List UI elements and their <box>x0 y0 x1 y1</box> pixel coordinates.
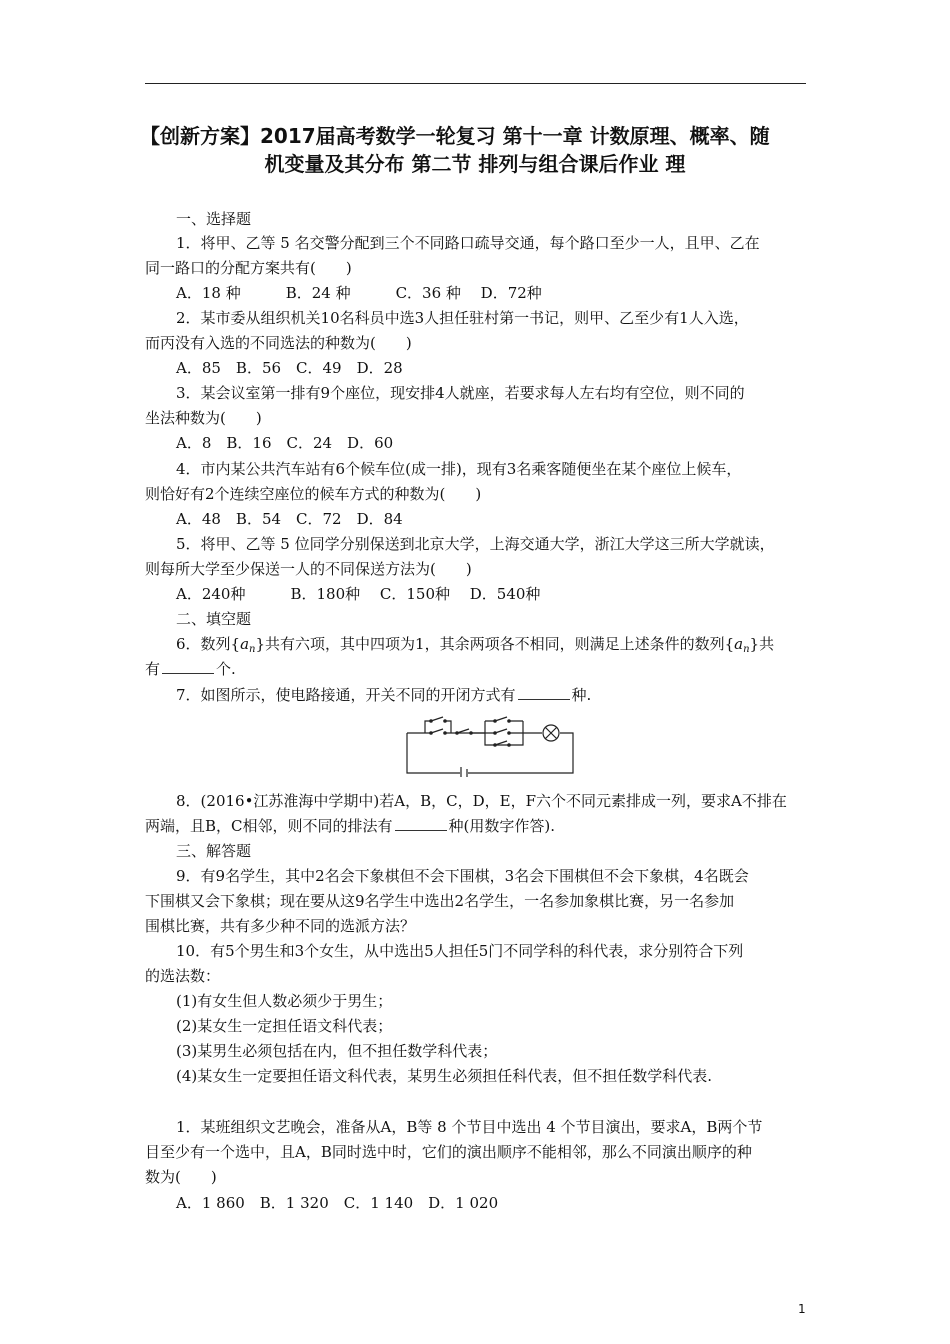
q1-line1: 1．将甲、乙等 5 名交警分配到三个不同路口疏导交通，每个路口至少一人，且甲、乙在 <box>176 234 760 252</box>
q6-sub-n-2: n <box>743 644 750 655</box>
q7-blank <box>518 684 570 700</box>
q1-line2: 同一路口的分配方案共有( ) <box>145 259 352 277</box>
title-line-2: 机变量及其分布 第二节 排列与组合课后作业 理 <box>264 152 686 176</box>
q7-text-b: 种. <box>571 686 592 704</box>
q6-text-b: }共有六项，其中四项为1，其余两项各不相同，则满足上述条件的数列{ <box>255 635 735 653</box>
switch-b1-bottom <box>431 729 443 733</box>
q3-options: A．8 B．16 C．24 D．60 <box>176 434 394 452</box>
circuit-diagram <box>405 711 577 777</box>
q10-part4: (4)某女生一定要担任语文科代表，某男生必须担任科代表，但不担任数学科代表. <box>176 1067 713 1085</box>
switch-b2-top <box>495 717 507 721</box>
q10-part1: (1)有女生但人数必须少于男生； <box>176 992 393 1010</box>
circuit-wire-loop <box>407 733 573 773</box>
q6-var-a: a <box>240 635 250 653</box>
q4-line1: 4．市内某公共汽车站有6个候车位(成一排)，现有3名乘客随便坐在某个座位上候车， <box>176 460 742 478</box>
q10-part3: (3)某男生必须包括在内，但不担任数学科代表； <box>176 1042 498 1060</box>
q6-blank <box>162 658 214 674</box>
q8-blank <box>395 815 447 831</box>
q6-sub-n: n <box>249 644 256 655</box>
header-rule <box>145 83 806 84</box>
q2-line2: 而丙没有入选的不同选法的种数为( ) <box>145 334 412 352</box>
section-choice: 一、选择题 <box>176 210 252 228</box>
q4-line2: 则恰好有2个连续空座位的候车方式的种数为( ) <box>145 485 482 503</box>
switch-b1-top <box>431 717 443 721</box>
q1-options: A．18 种 B．24 种 C．36 种 D．72种 <box>176 284 542 302</box>
q8-line1: 8．(2016•江苏淮海中学期中)若A，B，C，D，E，F六个不同元素排成一列，要求A不排在 <box>176 792 787 810</box>
q7-text-a: 7．如图所示，使电路接通，开关不同的开闭方式有 <box>176 686 516 704</box>
q9-line3: 围棋比赛，共有多少种不同的选派方法？ <box>145 917 416 935</box>
q9-line2: 下围棋又会下象棋；现在要从这9名学生中选出2名学生，一名参加象棋比赛，另一名参加 <box>145 892 735 910</box>
lamp-cross <box>546 728 557 739</box>
q2-options: A．85 B．56 C．49 D．28 <box>176 359 403 377</box>
b1-line1: 1．某班组织文艺晚会，准备从A，B等 8 个节目中选出 4 个节目演出，要求A，B两个节 <box>176 1118 763 1136</box>
switch-b2-mid <box>495 729 507 733</box>
q6-text-d: 有 <box>145 660 161 678</box>
title-line-1: 【创新方案】2017届高考数学一轮复习 第十一章 计数原理、概率、随 <box>140 124 770 148</box>
q8-line2 <box>145 815 555 837</box>
document-title <box>140 122 810 178</box>
section-fill: 二、填空题 <box>176 610 252 628</box>
q6-text-e: 个. <box>216 660 236 678</box>
q9-line1: 9．有9名学生，其中2名会下象棋但不会下围棋，3名会下围棋但不会下象棋，4名既会 <box>176 867 749 885</box>
q6-text-a: 6．数列{ <box>176 635 241 653</box>
q8-text-b: 种(用数字作答). <box>448 817 555 835</box>
q5-line1: 5．将甲、乙等 5 位同学分别保送到北京大学，上海交通大学，浙江大学这三所大学就读， <box>176 535 775 553</box>
q6-text-c: }共 <box>749 635 775 653</box>
q10-part2: (2)某女生一定担任语文科代表； <box>176 1017 393 1035</box>
q6-var-a-2: a <box>734 635 744 653</box>
q2-line1: 2．某市委从组织机关10名科员中选3人担任驻村第一书记，则甲、乙至少有1人入选， <box>176 309 749 327</box>
q10-line2: 的选法数： <box>145 967 221 985</box>
q3-line2: 坐法种数为( ) <box>145 409 262 427</box>
b1-line2: 目至少有一个选中，且A，B同时选中时，它们的演出顺序不能相邻，那么不同演出顺序的种 <box>145 1143 752 1161</box>
q6-line2 <box>145 658 236 680</box>
q8-text-a: 两端，且B，C相邻，则不同的排法有 <box>145 817 393 835</box>
q10-line1: 10．有5个男生和3个女生，从中选出5人担任5门不同学科的科代表，求分别符合下列 <box>176 942 744 960</box>
q5-line2: 则每所大学至少保送一人的不同保送方法为( ) <box>145 560 472 578</box>
q3-line1: 3．某会议室第一排有9个座位，现安排4人就座，若要求每人左右均有空位，则不同的 <box>176 384 745 402</box>
q7-line <box>176 684 591 706</box>
q4-options: A．48 B．54 C．72 D．84 <box>176 510 403 528</box>
page-number: 1 <box>798 1302 806 1316</box>
q5-options: A．240种 B．180种 C．150种 D．540种 <box>176 585 541 603</box>
b1-line3: 数为( ) <box>145 1168 217 1186</box>
q6-line1 <box>176 633 774 661</box>
b1-options: A．1 860 B．1 320 C．1 140 D．1 020 <box>176 1194 499 1212</box>
section-answer: 三、解答题 <box>176 842 252 860</box>
